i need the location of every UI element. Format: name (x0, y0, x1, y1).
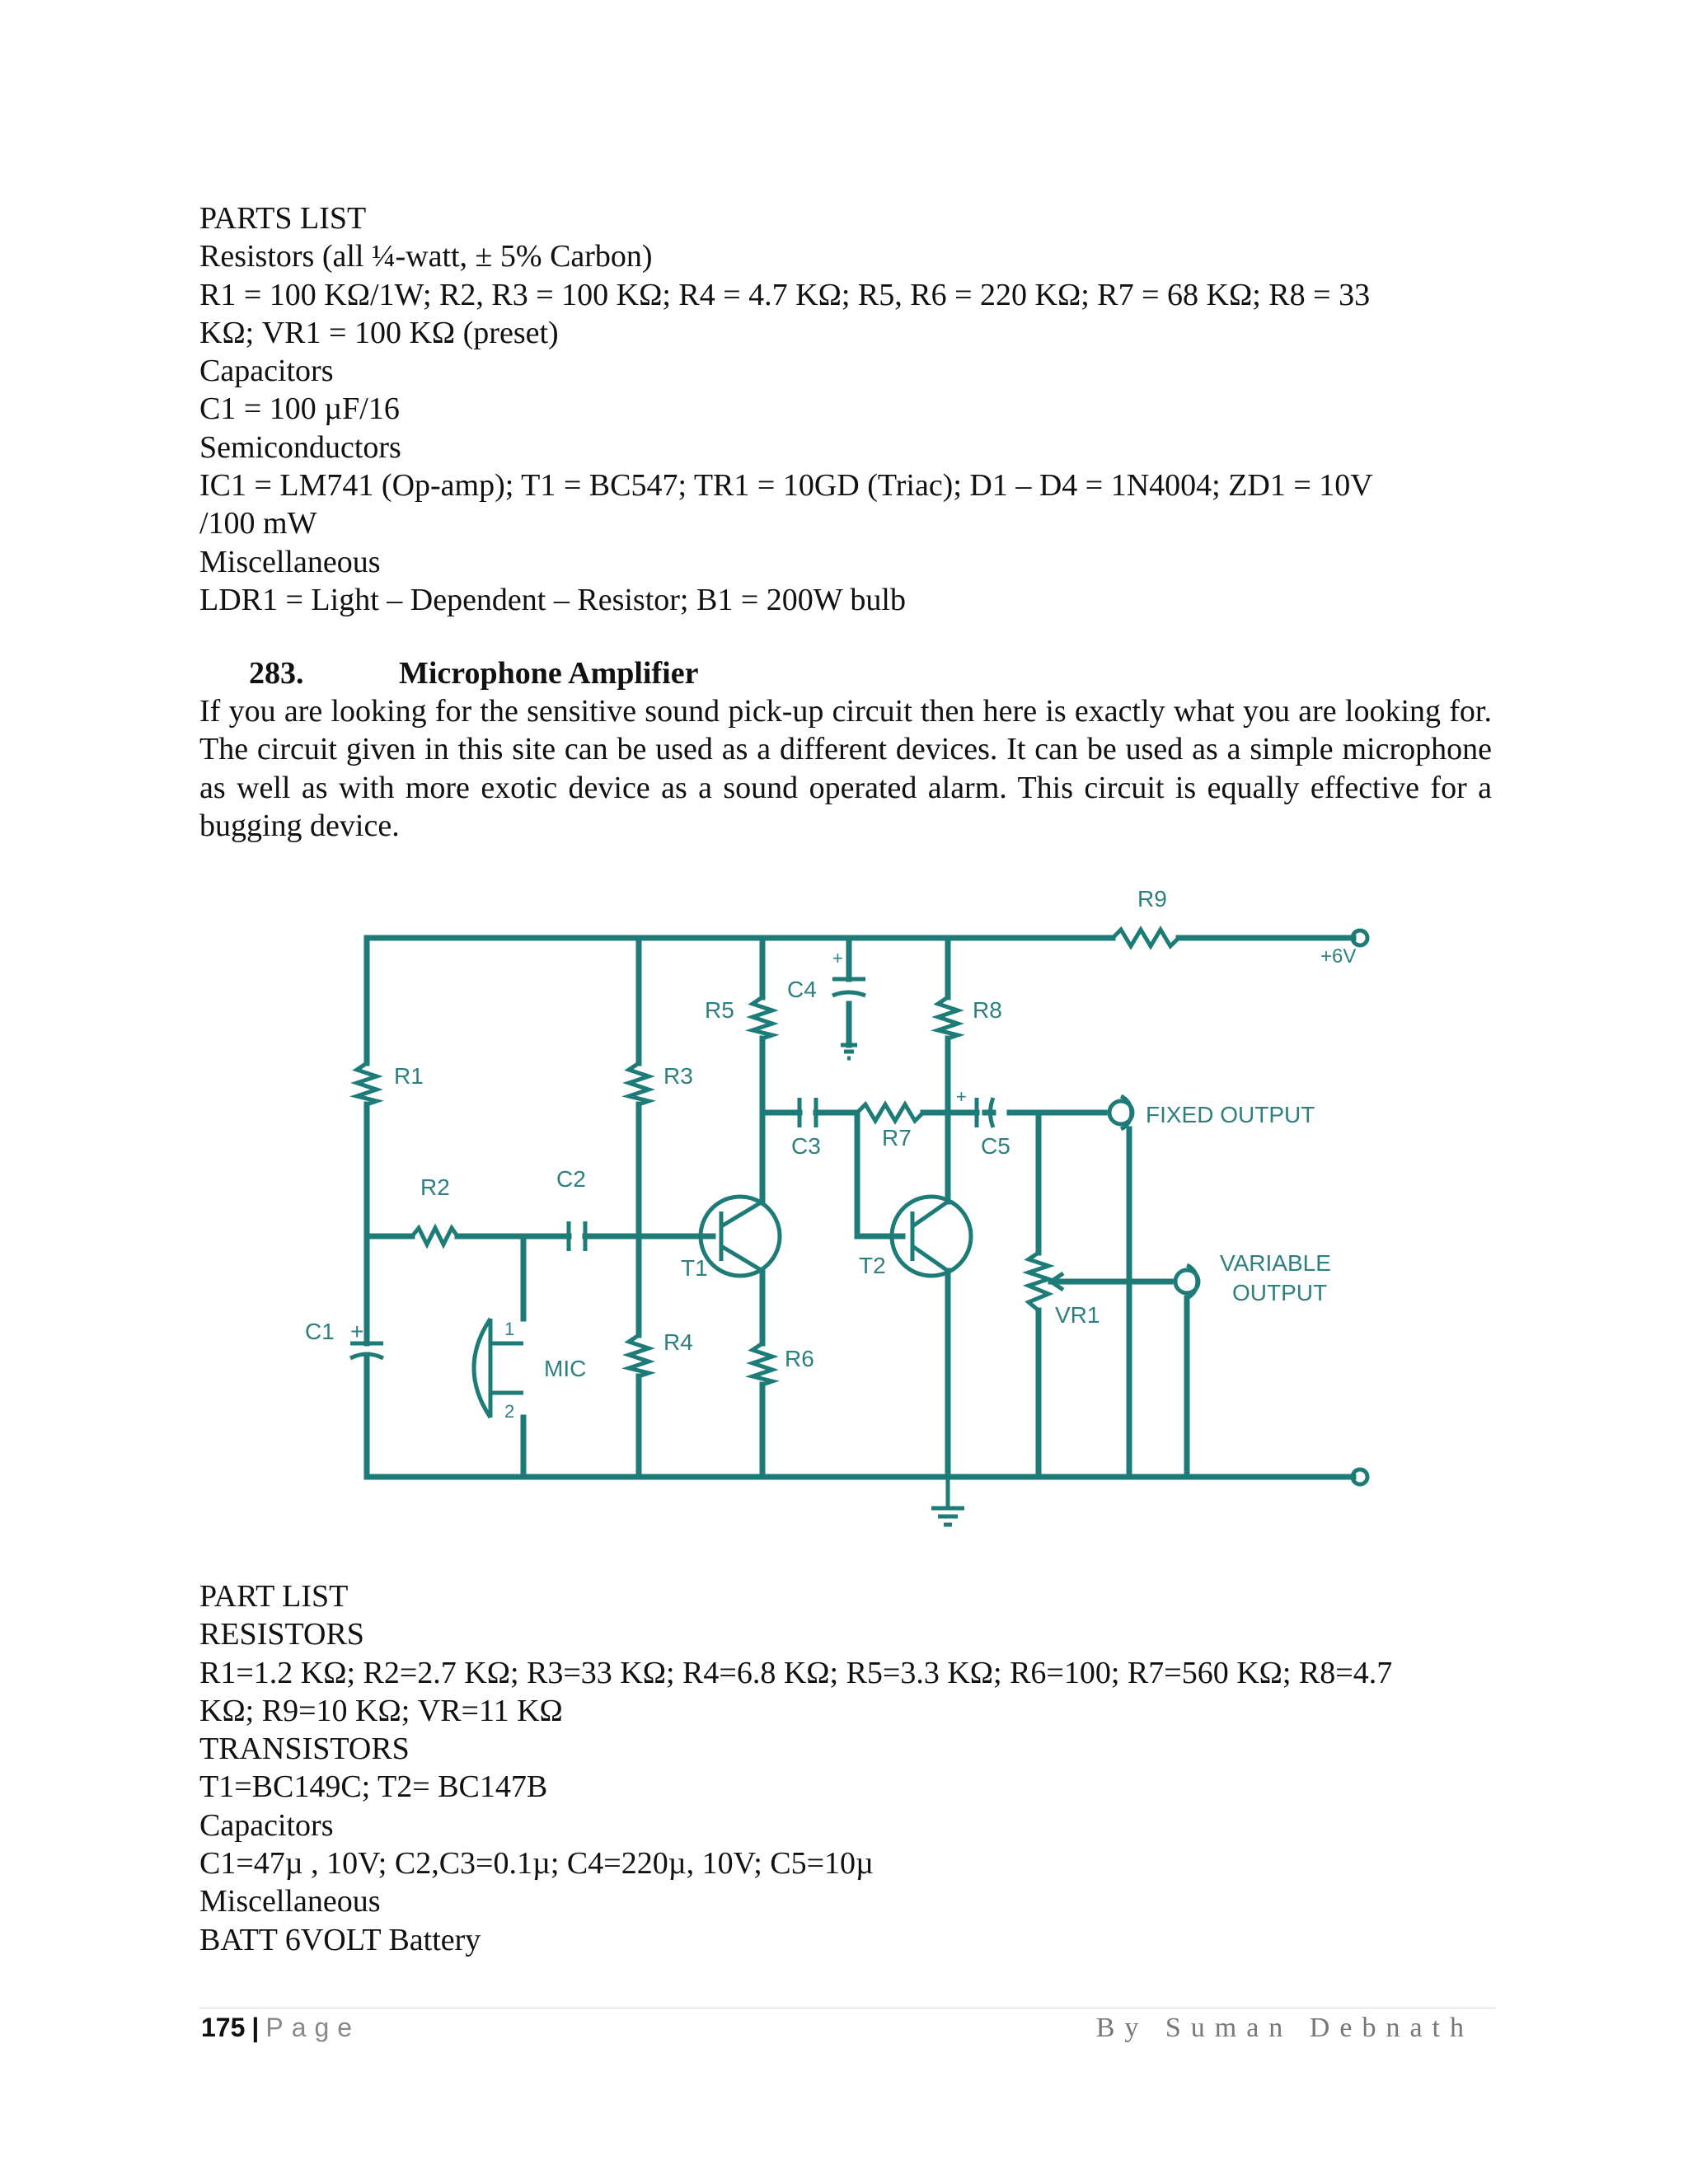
parts-list-2-line: R1=1.2 KΩ; R2=2.7 KΩ; R3=33 KΩ; R4=6.8 KΩ; R5=3.3 KΩ; R6=100; R7=560 KΩ; R8=4.7 (199, 1655, 1393, 1690)
page-number: 175 (201, 2013, 246, 2042)
page-word: Page (265, 2013, 361, 2042)
parts-list-2-line: RESISTORS (199, 1617, 364, 1652)
r7-label: R7 (882, 1125, 912, 1151)
parts-list-1-line: R1 = 100 KΩ/1W; R2, R3 = 100 KΩ; R4 = 4.7 KΩ; R5, R6 = 220 KΩ; R7 = 68 KΩ; R8 = 33 (199, 277, 1371, 312)
parts-list-1-line: Capacitors (199, 354, 334, 389)
section-number: 283. (249, 656, 304, 691)
parts-list-1 (199, 199, 1493, 619)
section-title: Microphone Amplifier (399, 656, 699, 691)
c4-label: C4 (787, 977, 817, 1002)
mic-label: MIC (544, 1356, 587, 1381)
parts-list-1-line: C1 = 100 µF/16 (199, 391, 400, 427)
parts-list-1-line: PARTS LIST (199, 201, 367, 236)
parts-list-2-line: KΩ; R9=10 KΩ; VR=11 KΩ (199, 1693, 563, 1728)
parts-list-2-line: PART LIST (199, 1579, 349, 1614)
parts-list-1-line: Miscellaneous (199, 544, 381, 579)
section-paragraph: If you are looking for the sensitive sound pick-up circuit then here is exactly what you are looking for. The circuit given in this site can be used as a different devices. It can be used as a simple microphone as well as with more exotic device as a sound operated alarm. This circuit is equally effective for a bugging device. (199, 694, 1492, 843)
parts-list-1-line: LDR1 = Light – Dependent – Resistor; B1 = 200W bulb (199, 582, 906, 617)
c2-label: C2 (556, 1166, 586, 1192)
circuit-svg (272, 849, 1426, 1541)
r3-label: R3 (663, 1063, 693, 1089)
r5-label: R5 (705, 997, 734, 1023)
parts-list-2-line: T1=BC149C; T2= BC147B (199, 1769, 548, 1805)
c1-plus: + (350, 1319, 364, 1344)
r7-resistor (857, 1104, 923, 1121)
author-credit: By Suman Debnath (1095, 2013, 1474, 2043)
parts-list-1-line: Resistors (all ¼-watt, ± 5% Carbon) (199, 239, 653, 274)
parts-list-2-line: Miscellaneous (199, 1884, 381, 1919)
parts-list-2 (199, 1577, 1493, 1959)
c4-plus: + (832, 948, 843, 968)
variable-output-label-2: OUTPUT (1232, 1280, 1328, 1305)
r2-label: R2 (420, 1174, 450, 1200)
supply-label: +6V (1320, 945, 1357, 968)
c5-label: C5 (981, 1133, 1010, 1159)
parts-list-1-line: KΩ; VR1 = 100 KΩ (preset) (199, 315, 559, 350)
ground-symbol (931, 1477, 964, 1525)
c3-label: C3 (791, 1133, 821, 1159)
parts-list-2-line: C1=47µ , 10V; C2,C3=0.1µ; C4=220µ, 10V; C5=10µ (199, 1846, 874, 1882)
r6-label: R6 (785, 1346, 814, 1371)
vr1-potentiometer (1029, 1253, 1048, 1310)
r9-resistor (1113, 930, 1179, 946)
parts-list-2-line: BATT 6VOLT Battery (199, 1922, 481, 1957)
r8-resistor (938, 997, 958, 1038)
r2-resistor (412, 1228, 457, 1244)
circuit-diagram (272, 849, 1426, 1541)
r6-resistor (753, 1343, 772, 1385)
c1-label: C1 (305, 1319, 335, 1344)
variable-output-label-1: VARIABLE (1220, 1250, 1331, 1276)
r3-resistor (629, 1063, 649, 1104)
page-number-block (201, 2013, 360, 2043)
r4-resistor (629, 1335, 649, 1376)
fixed-output-label: FIXED OUTPUT (1146, 1102, 1315, 1127)
r5-resistor (753, 997, 772, 1038)
parts-list-1-line: Semiconductors (199, 429, 401, 465)
r8-label: R8 (973, 997, 1002, 1023)
parts-list-1-line: /100 mW (199, 506, 317, 541)
parts-list-1-line: IC1 = LM741 (Op-amp); T1 = BC547; TR1 = 10GD (Triac); D1 – D4 = 1N4004; ZD1 = 10V (199, 468, 1373, 504)
parts-list-2-line: Capacitors (199, 1807, 334, 1843)
mic-symbol (474, 1319, 490, 1418)
r9-label: R9 (1137, 886, 1167, 912)
footer-separator: | (251, 2013, 260, 2042)
t1-label: T1 (681, 1255, 708, 1281)
r1-label: R1 (394, 1063, 424, 1089)
r4-label: R4 (663, 1329, 693, 1355)
vr1-label: VR1 (1055, 1302, 1100, 1328)
c5-plus: + (956, 1086, 967, 1107)
parts-list-2-line: TRANSISTORS (199, 1732, 410, 1767)
r1-resistor (357, 1063, 377, 1104)
mic-pin-1: 1 (504, 1319, 515, 1339)
mic-pin-2: 2 (504, 1401, 515, 1422)
t2-label: T2 (859, 1253, 886, 1278)
